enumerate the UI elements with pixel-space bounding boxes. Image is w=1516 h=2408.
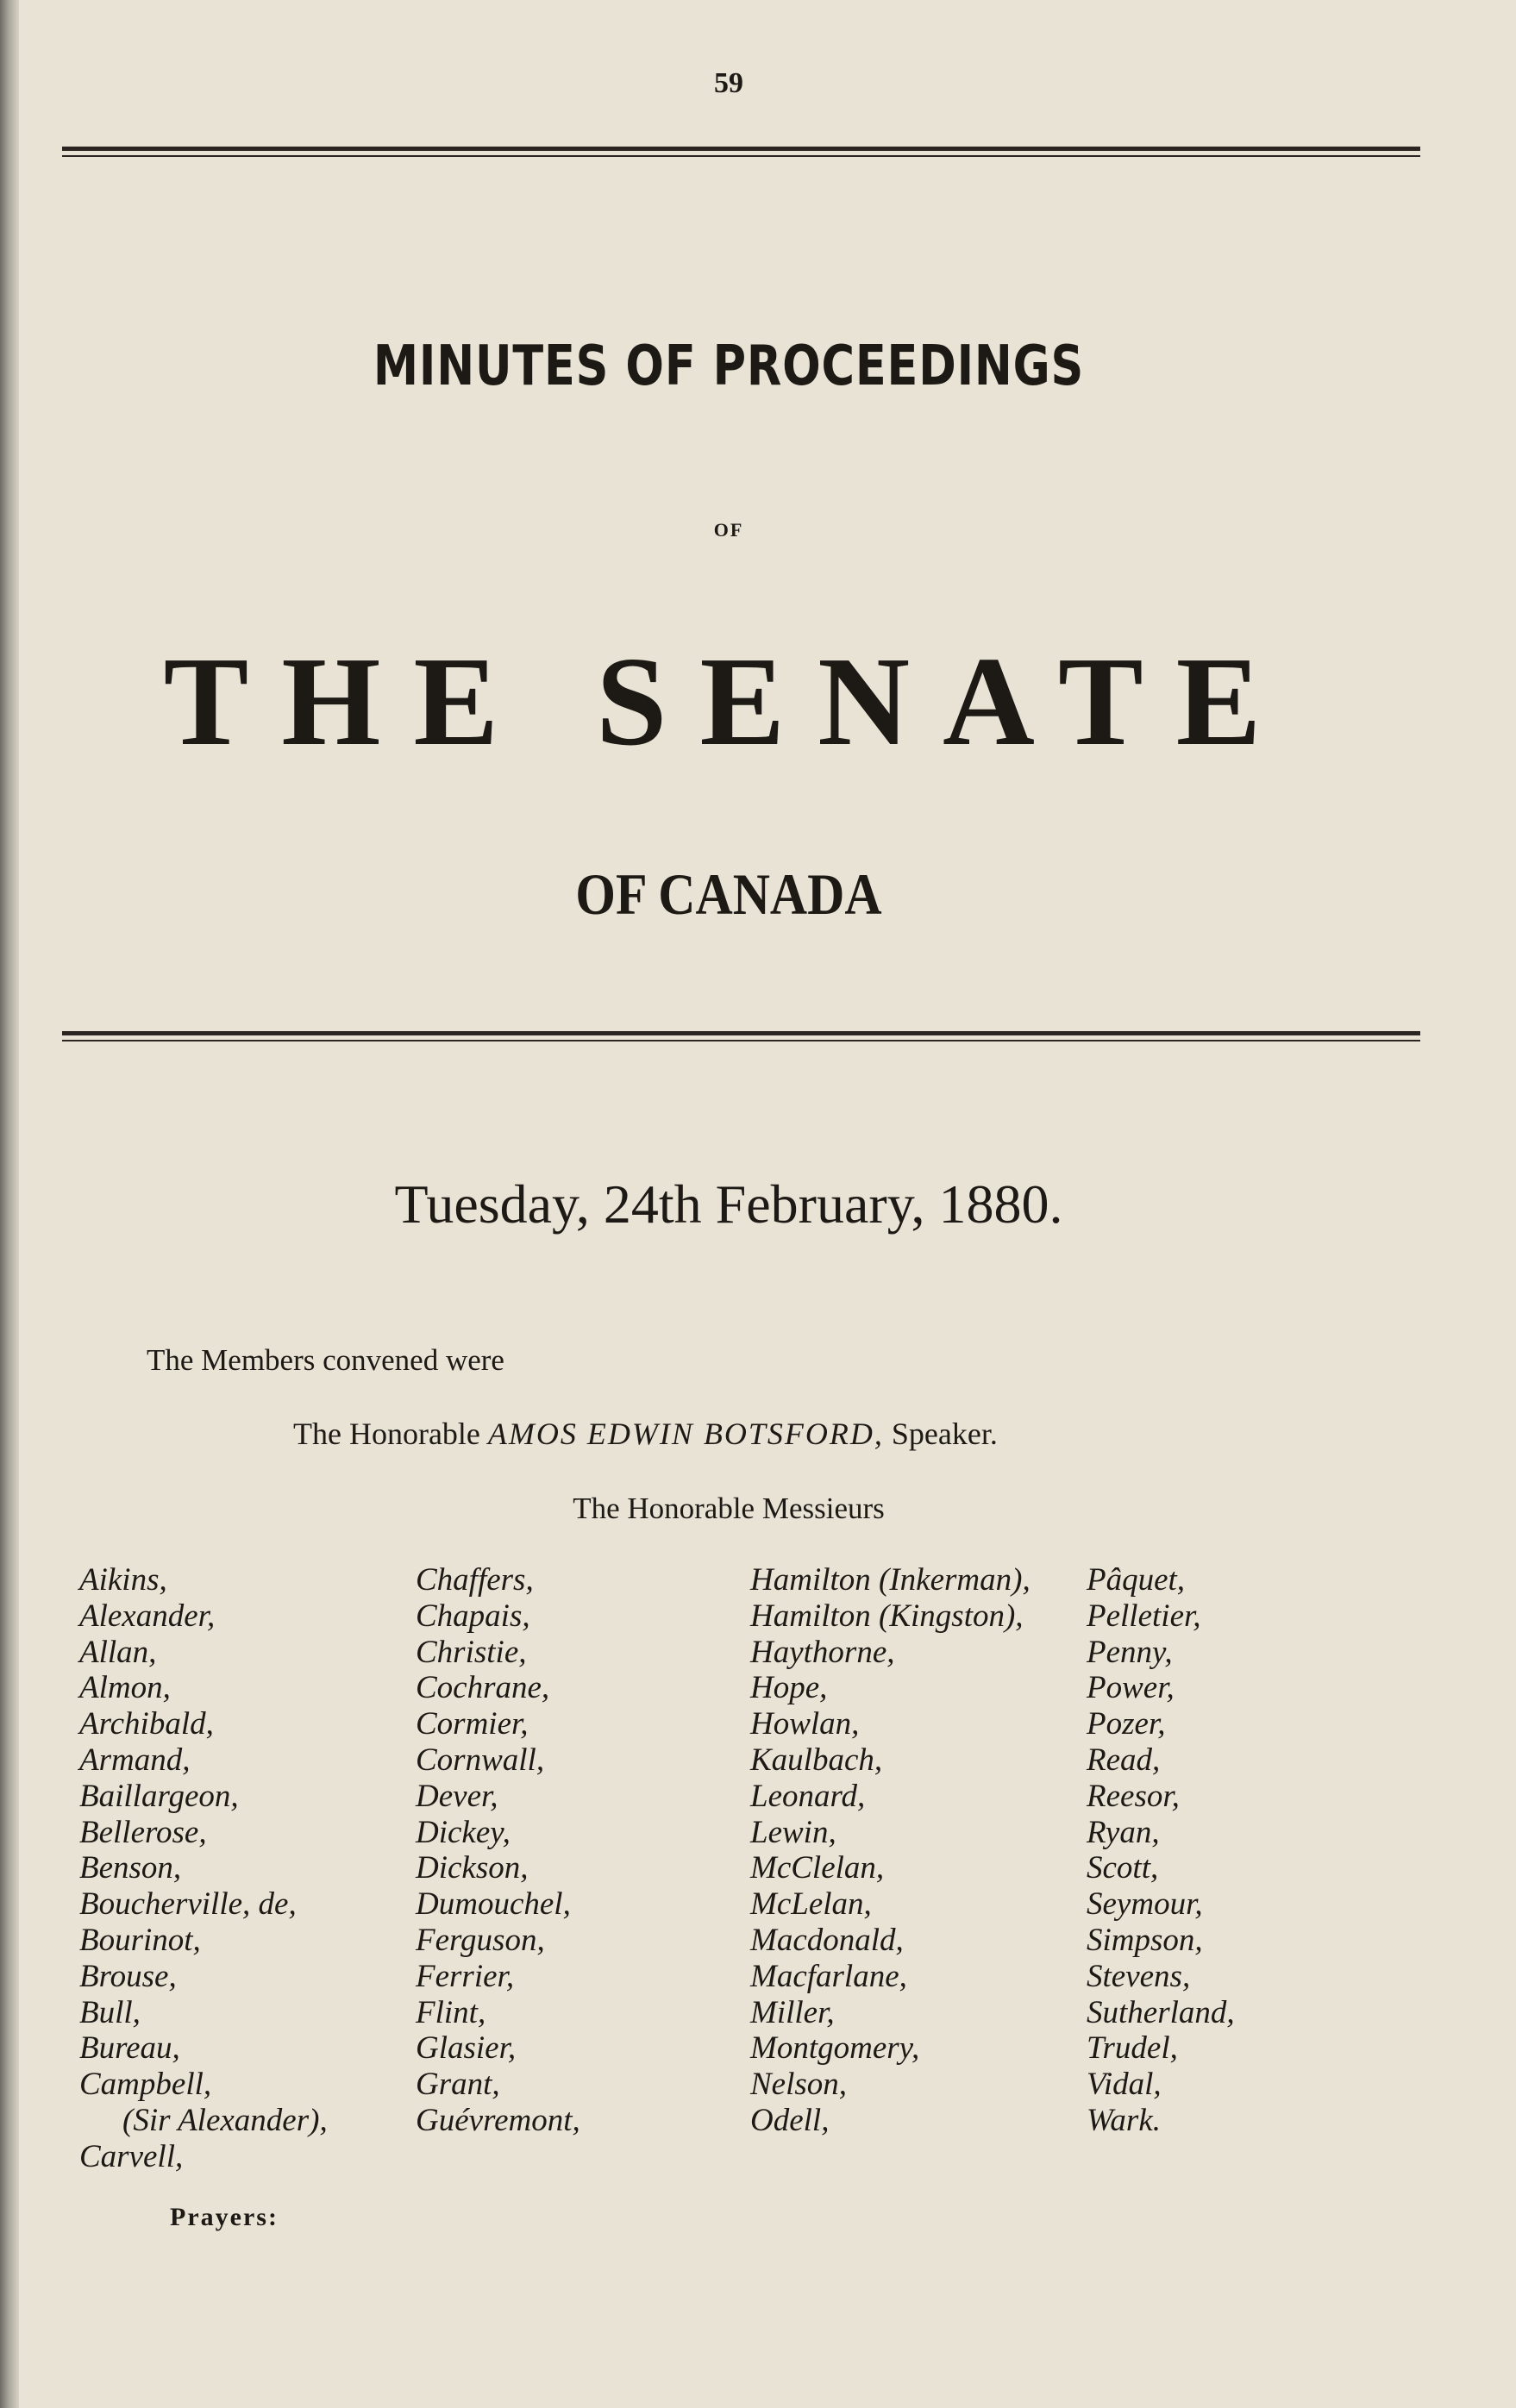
member-name: Campbell, [79,2067,212,2103]
member-name: Reesor, [1087,1778,1180,1814]
member-name: Ferguson, [416,1922,545,1958]
member-name: Pâquet, [1087,1562,1186,1598]
member-name: Chaffers, [416,1562,534,1598]
member-name: Dumouchel, [416,1886,571,1923]
member-name: McClelan, [750,1850,885,1886]
member-name: Armand, [79,1742,191,1778]
member-name: Dickey, [416,1814,511,1850]
member-name: Aikins, [79,1562,167,1598]
member-name: Glasier, [416,2030,517,2067]
member-name: Dever, [416,1778,498,1814]
member-name: Flint, [416,1994,486,2030]
heading-of: OF [713,519,744,541]
messieurs-heading: The Honorable Messieurs [573,1492,885,1525]
member-name: Pozer, [1087,1706,1166,1742]
member-name: Bourinot, [79,1922,201,1958]
members-column-4 [1087,1562,1235,2139]
page-number: 59 [714,67,743,99]
member-name: Bellerose, [79,1814,207,1850]
member-name: Nelson, [750,2067,848,2103]
session-date: Tuesday, 24th February, 1880. [394,1173,1063,1235]
member-name: Allan, [79,1634,157,1670]
top-double-rule [62,147,1420,157]
member-name: Almon, [79,1670,171,1706]
member-name: Stevens, [1087,1958,1191,1994]
middle-double-rule [62,1031,1420,1041]
member-name: Guévremont, [416,2102,580,2138]
member-name: Simpson, [1087,1922,1203,1958]
members-column-1 [79,1562,328,2175]
member-name: (Sir Alexander), [122,2102,328,2138]
member-name: Macdonald, [750,1922,904,1958]
member-name: Scott, [1087,1850,1159,1886]
member-name: Hamilton (Kingston), [750,1598,1024,1634]
heading-the-senate: THE SENATE [163,631,1294,772]
member-name: Boucherville, de, [79,1886,297,1923]
member-name: Seymour, [1087,1886,1203,1923]
prayers-label: Prayers: [170,2203,279,2231]
speaker-prefix: The Honorable [293,1417,480,1451]
member-name: Howlan, [750,1706,860,1742]
member-name: Bull, [79,1994,141,2030]
member-name: Carvell, [79,2138,184,2174]
member-name: Benson, [79,1850,182,1886]
speaker-name: AMOS EDWIN BOTSFORD, [487,1417,884,1451]
member-name: Wark. [1087,2102,1161,2138]
members-convened-line: The Members convened were [147,1343,504,1377]
member-name: Baillargeon, [79,1778,239,1814]
member-name: Power, [1087,1670,1175,1706]
speaker-title: Speaker. [891,1417,998,1451]
member-name: Read, [1087,1742,1161,1778]
member-name: Dickson, [416,1850,529,1886]
member-name: Grant, [416,2067,500,2103]
member-name: Pelletier, [1087,1598,1201,1634]
member-name: Chapais, [416,1598,530,1634]
member-name: Haythorne, [750,1634,895,1670]
member-name: Leonard, [750,1778,866,1814]
member-name: Ryan, [1087,1814,1160,1850]
member-name: Montgomery, [750,2030,920,2067]
member-name: Christie, [416,1634,527,1670]
member-name: Archibald, [79,1706,214,1742]
member-name: Cormier, [416,1706,529,1742]
member-name: Ferrier, [416,1958,515,1994]
members-column-3 [750,1562,1031,2139]
member-name: Hamilton (Inkerman), [750,1562,1031,1598]
member-name: McLelan, [750,1886,872,1923]
member-name: Lewin, [750,1814,836,1850]
member-name: Trudel, [1087,2030,1178,2067]
member-name: Brouse, [79,1958,177,1994]
member-name: Kaulbach, [750,1742,883,1778]
member-name: Penny, [1087,1634,1173,1670]
member-name: Bureau, [79,2030,180,2067]
heading-minutes-of-proceedings: MINUTES OF PROCEEDINGS [373,335,1085,398]
member-name: Alexander, [79,1598,216,1634]
member-name: Miller, [750,1994,835,2030]
members-column-2 [416,1562,580,2139]
member-name: Macfarlane, [750,1958,907,1994]
member-name: Hope, [750,1670,828,1706]
member-name: Cochrane, [416,1670,550,1706]
heading-of-canada: OF CANADA [575,861,882,927]
member-name: Sutherland, [1087,1994,1235,2030]
member-name: Odell, [750,2102,830,2138]
speaker-line [293,1416,998,1452]
member-name: Cornwall, [416,1742,545,1778]
member-name: Vidal, [1087,2067,1162,2103]
